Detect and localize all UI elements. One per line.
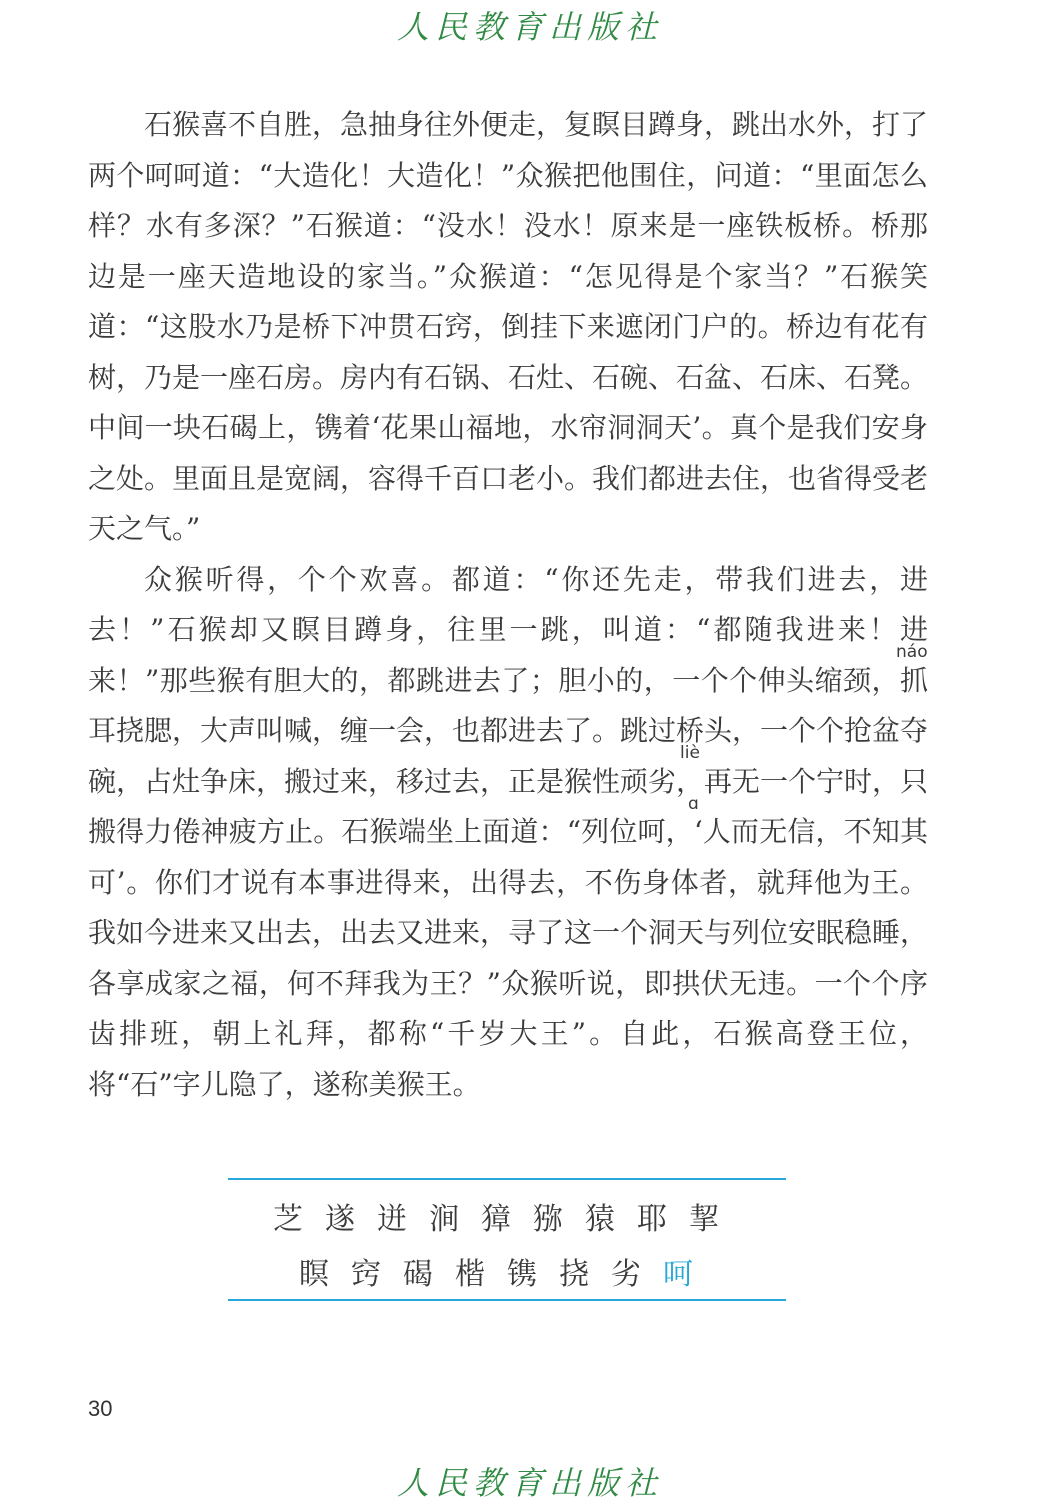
new-characters-bottom-rule: [228, 1299, 786, 1301]
paragraph-2: 众猴听得，个个欢喜。都道：“你还先走，带我们进去，进去！”石猴却又瞑目蹲身，往里一跳，叫道：“都随我进来！进来！”那些猴有胆大的，都跳进去了；胆小的，一个个伸头缩颈，抓耳挠腮，大声叫喊，缠一会，也都进去了。跳过桥头，一个个抢盆夺碗，占灶争床，搬过来，移过去，正是猴性顽劣，再无一个宁时，只搬得力倦神疲方止。石猴端坐上面道：“列位呵，‘人而无信，不知其可’。你们才说有本事进得来，出得去，不伤身体者，就拜他为王。我如今进来又出去，出去又进来，寻了这一个洞天与列位安眠稳睡，各享成家之福，何不拜我为王？”众猴听说，即拱伏无违。一个个序齿排班，朝上礼拜，都称“千岁大王”。自此，石猴高登王位，将“石”字儿隐了，遂称美猴王。: [88, 562, 929, 1101]
accent-character: 呵: [663, 1257, 715, 1292]
page-number: 30: [88, 1396, 113, 1421]
publisher-logo-header: 人民教育出版社: [396, 8, 663, 46]
pinyin-a: ɑ: [688, 794, 699, 814]
new-characters-row-2-text: 瞑窍碣楷镌挠劣: [299, 1257, 663, 1292]
publisher-logo-footer: 人民教育出版社: [396, 1464, 663, 1502]
body-text: [88, 100, 928, 1110]
pinyin-nao: náo: [896, 642, 928, 662]
new-characters-top-rule: [228, 1178, 786, 1180]
new-characters-row-1: 芝遂迸涧獐猕猿耶挈: [273, 1202, 741, 1237]
paragraph-1: 石猴喜不自胜，急抽身往外便走，复瞑目蹲身，跳出水外，打了两个呵呵道：“大造化！大造化！”众猴把他围住，问道：“里面怎么样？水有多深？”石猴道：“没水！没水！原来是一座铁板桥。桥那边是一座天造地设的家当。”众猴道：“怎见得是个家当？”石猴笑道：“这股水乃是桥下冲贯石窍，倒挂下来遮闭门户的。桥边有花有树，乃是一座石房。房内有石锅、石灶、石碗、石盆、石床、石凳。中间一块石碣上，镌着‘花果山福地，水帘洞洞天’。真个是我们安身之处。里面且是宽阔，容得千百口老小。我们都进去住，也省得受老天之气。”: [88, 108, 929, 545]
pinyin-lie: liè: [680, 743, 700, 763]
new-characters-row-2: [228, 1249, 786, 1293]
